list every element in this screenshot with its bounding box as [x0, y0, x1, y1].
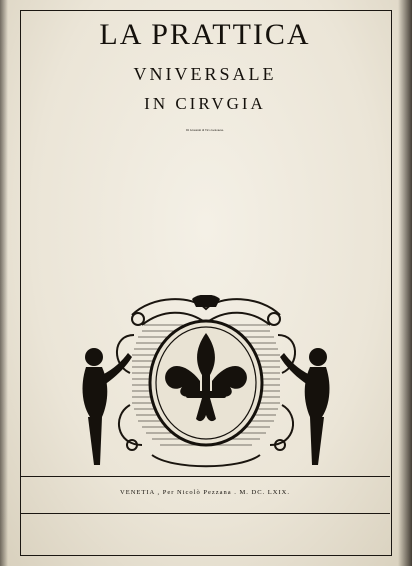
imprint-rule-bottom: [20, 513, 390, 514]
subtitle-line-1: [20, 145, 390, 157]
page-edge-shadow-left: [0, 0, 8, 566]
compendium-line-1: [20, 181, 390, 193]
printer-device-engraving: [72, 295, 340, 471]
title-line-3: IN CIRVGIA: [144, 94, 266, 113]
imprint-rule-top: [20, 476, 390, 477]
compendium-line-2: [20, 194, 390, 206]
trattati-line-2: [20, 225, 390, 237]
author-line: Di Giouanni di Vico Genouese.: [186, 128, 224, 132]
title-line-2: VNIVERSALE: [133, 64, 277, 84]
subtitle-line-2: [20, 157, 390, 169]
license-line: [20, 528, 390, 540]
satyr-caryatid-right: [280, 348, 329, 465]
capitoli-line-3: [20, 266, 390, 278]
imprint-line: VENETIA , Per Nicolò Pezzana . M. DC. LXIX.: [120, 489, 290, 496]
satyr-caryatid-left: [83, 348, 132, 465]
tavola-line: [20, 281, 390, 293]
title-line-1: LA PRATTICA: [99, 18, 311, 51]
page-edge-shadow-right: [398, 0, 412, 566]
